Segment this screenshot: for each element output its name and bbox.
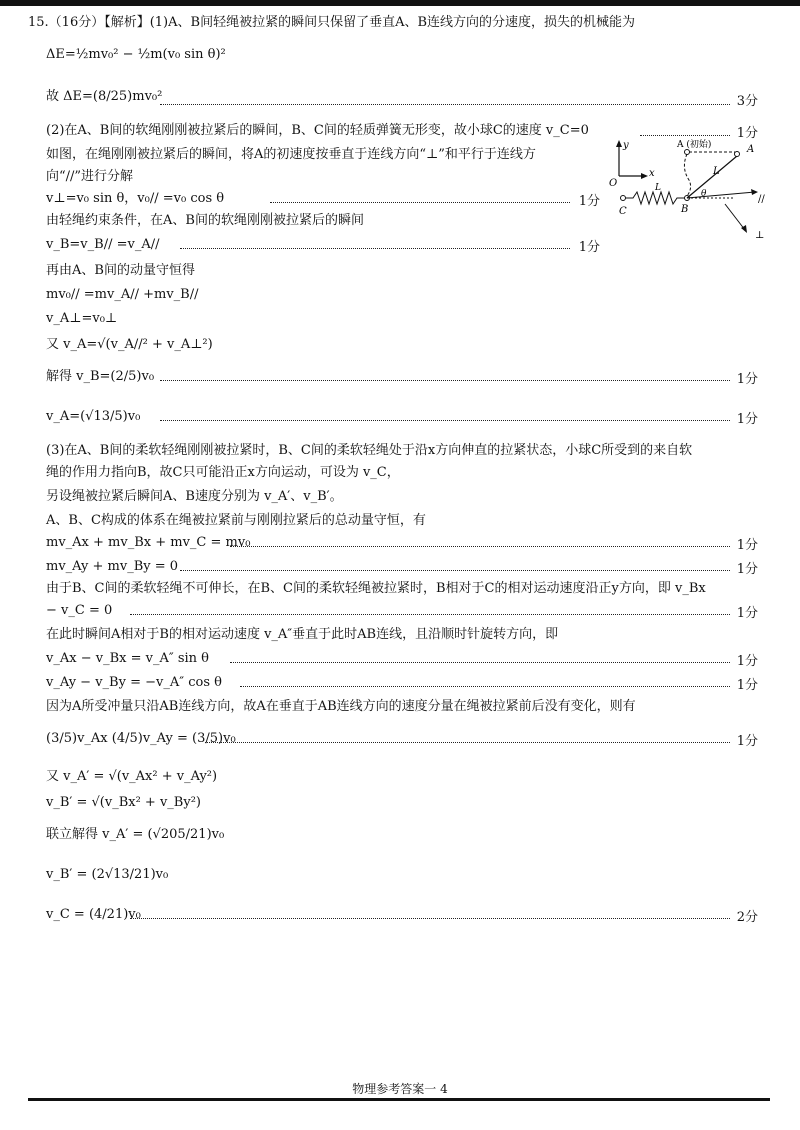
- leader-dots: [640, 135, 730, 136]
- label-a: A: [747, 144, 755, 155]
- eq-va-prime-result: 联立解得 v_A′ = (√205/21)v₀: [46, 827, 225, 842]
- label-x: x: [649, 168, 655, 179]
- part2-intro: (2)在A、B间的软绳刚刚被拉紧后的瞬间，B、C间的轻质弹簧无形变，故小球C的速度 v_C=0: [46, 123, 589, 138]
- parallel-arrow: [687, 192, 755, 198]
- eq-vb-prime-def: v_B′ = √(v_Bx² + v_By²): [46, 795, 201, 810]
- momentum-text: 再由A、B间的动量守恒得: [46, 263, 195, 278]
- leader-dots: [230, 546, 730, 547]
- part2-decompose-b: 向“//”进行分解: [46, 169, 134, 184]
- leader-dots: [160, 380, 730, 381]
- part3-rotate-text: 在此时瞬间A相对于B的相对运动速度 v_A″垂直于此时AB连线，且沿顺时针旋转方向，即: [46, 627, 559, 642]
- label-l: L: [713, 166, 720, 177]
- eq-perp: v_A⊥=v₀⊥: [46, 311, 118, 326]
- score-1: 1分: [736, 734, 758, 749]
- leader-dots: [230, 662, 730, 663]
- leader-dots: [180, 248, 570, 249]
- eq-va-result: v_A=(√13/5)v₀: [46, 409, 141, 424]
- part3-intro-a: (3)在A、B间的柔软轻绳刚刚被拉紧时，B、C间的柔软轻绳处于沿x方向伸直的拉紧状态，小球C所受到的来自软: [46, 443, 693, 458]
- eq-rel-y: v_Ay − v_By = −v_A″ cos θ: [46, 675, 222, 690]
- spring: [623, 192, 687, 204]
- eq-vb-result: 解得 v_B=(2/5)v₀: [46, 369, 155, 384]
- score-2: 2分: [736, 910, 758, 925]
- label-l-small: L: [655, 183, 661, 193]
- eq-perp-conserve: (3/5)v_Ax (4/5)v_Ay = (3/5)v₀: [46, 731, 236, 746]
- score-1: 1分: [736, 412, 758, 427]
- parallel-arrowhead: [751, 189, 758, 195]
- score-1: 1分: [736, 562, 758, 577]
- leader-dots: [205, 742, 730, 743]
- ball-a: [735, 152, 740, 157]
- score-1: 1分: [736, 678, 758, 693]
- eq-vb-prime-result: v_B′ = (2√13/21)v₀: [46, 867, 169, 882]
- label-parallel: //: [758, 194, 765, 205]
- dashed-rope: [684, 154, 690, 196]
- score-1: 1分: [736, 372, 758, 387]
- score-1: 1分: [736, 606, 758, 621]
- axes: [616, 140, 648, 179]
- score-1: 1分: [578, 194, 600, 209]
- score-1: 1分: [736, 654, 758, 669]
- top-rule: [0, 0, 800, 6]
- part3-relative-a: 由于B、C间的柔软轻绳不可伸长，在B、C间的柔软轻绳被拉紧时，B相对于C的相对运动速度沿正y方向，即 v_Bx: [46, 581, 706, 596]
- physics-diagram: [605, 138, 775, 248]
- constraint-text: 由轻绳约束条件，在A、B间的软绳刚刚被拉紧后的瞬间: [46, 213, 364, 228]
- eq-energy-result: 故 ΔE=(8/25)mv₀²: [46, 89, 163, 104]
- eq-va-def: 又 v_A=√(v_A//² + v_A⊥²): [46, 337, 213, 352]
- eq-px: mv_Ax + mv_Bx + mv_C = mv₀: [46, 535, 251, 550]
- bottom-rule: [28, 1098, 770, 1101]
- page-footer: 物理参考答案一 4: [352, 1082, 448, 1096]
- eq-v-components: v⊥=v₀ sin θ，v₀// =v₀ cos θ: [46, 191, 225, 206]
- eq-momentum: mv₀// =mv_A// +mv_B//: [46, 287, 199, 302]
- ball-c: [621, 196, 626, 201]
- part3-intro-b: 绳的作用力指向B，故C只可能沿正x方向运动，可设为 v_C，: [46, 465, 400, 480]
- leader-dots: [240, 686, 730, 687]
- leader-dots: [160, 420, 730, 421]
- perp-arrow: [725, 204, 745, 230]
- label-y: y: [623, 140, 629, 151]
- eq-va-prime-def: 又 v_A′ = √(v_Ax² + v_Ay²): [46, 769, 218, 784]
- score-1: 1分: [736, 538, 758, 553]
- eq-py: mv_Ay + mv_By = 0: [46, 559, 179, 574]
- eq-vb-constraint: v_B=v_B// =v_A//: [46, 237, 160, 252]
- problem-header: 15.（16分）【解析】(1)A、B间轻绳被拉紧的瞬间只保留了垂直A、B连线方向的分速度，损失的机械能为: [28, 15, 636, 30]
- leader-dots: [130, 918, 730, 919]
- eq-vc-result: v_C = (4/21)v₀: [46, 907, 141, 922]
- ball-a-initial: [685, 150, 690, 155]
- leader-dots: [130, 614, 730, 615]
- part2-decompose-a: 如图，在绳刚刚被拉紧后的瞬间，将A的初速度按垂直于连线方向“⊥”和平行于连线方: [46, 147, 536, 162]
- label-perp: ⊥: [755, 230, 765, 241]
- part3-momentum-text: A、B、C构成的体系在绳被拉紧前与刚刚拉紧后的总动量守恒，有: [46, 513, 426, 528]
- part3-relative-b: − v_C = 0: [46, 603, 113, 618]
- part3-intro-c: 另设绳被拉紧后瞬间A、B速度分别为 v_A′、v_B′。: [46, 489, 343, 504]
- score-1: 1分: [578, 240, 600, 255]
- score-1: 1分: [736, 126, 758, 141]
- eq-rel-x: v_Ax − v_Bx = v_A″ sin θ: [46, 651, 209, 666]
- label-a-initial: A (初始): [677, 140, 712, 150]
- leader-dots: [180, 570, 730, 571]
- leader-dots: [270, 202, 570, 203]
- score-3: 3分: [736, 94, 758, 109]
- rope-ab: [687, 156, 737, 198]
- leader-dots: [160, 104, 730, 105]
- part3-impulse-text: 因为A所受冲量只沿AB连线方向，故A在垂直于AB连线方向的速度分量在绳被拉紧前后没有变化，则有: [46, 699, 636, 714]
- label-c: C: [619, 206, 627, 217]
- eq-energy-loss: ΔE=½mv₀² − ½m(v₀ sin θ)²: [46, 47, 226, 62]
- label-b: B: [681, 204, 689, 215]
- label-theta: θ: [701, 189, 707, 199]
- label-o: O: [609, 178, 618, 189]
